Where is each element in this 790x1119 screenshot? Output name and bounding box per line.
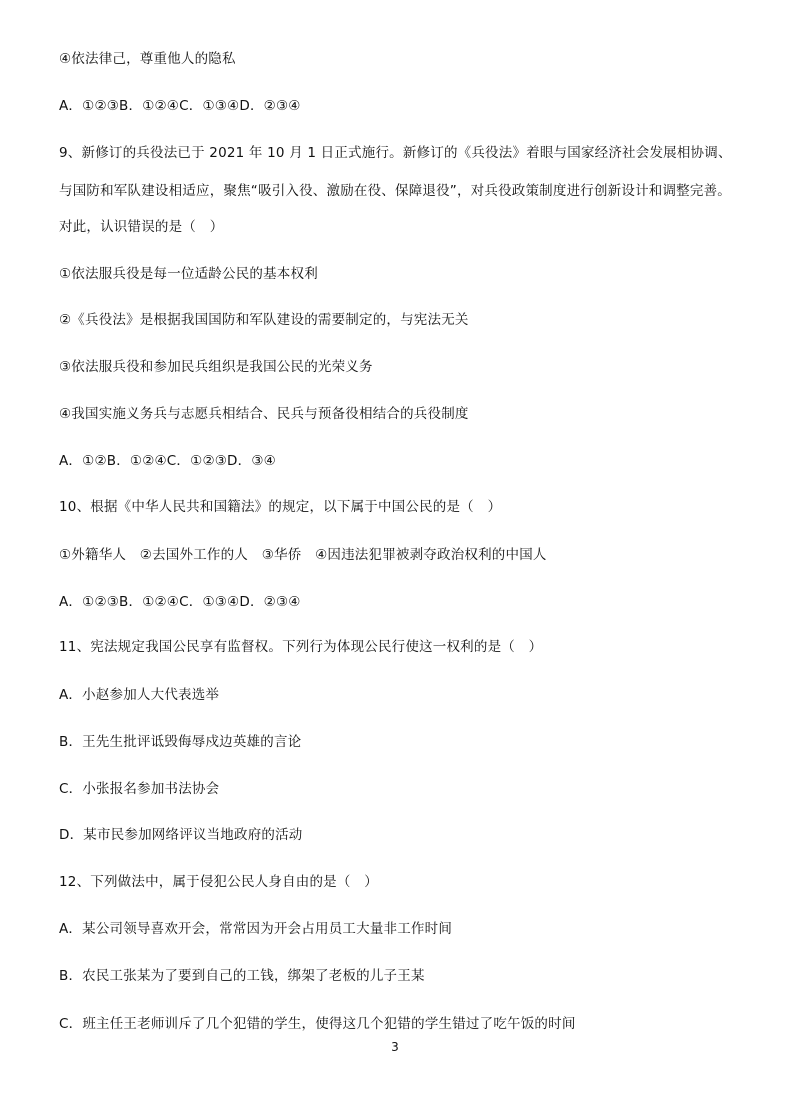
answer-options-line: A．①②③B．①②④C．①③④D．②③④	[59, 98, 301, 114]
option-a: A．某公司领导喜欢开会，常常因为开会占用员工大量非工作时间	[59, 921, 453, 937]
option-c: C．小张报名参加书法协会	[59, 781, 220, 797]
option-a: A．小赵参加人大代表选举	[59, 687, 220, 703]
option-c: C．班主任王老师训斥了几个犯错的学生，使得这几个犯错的学生错过了吃午饭的时间	[59, 1016, 576, 1032]
question-12-stem: 12、下列做法中，属于侵犯公民人身自由的是（ ）	[59, 874, 378, 890]
question-10-statements: ①外籍华人 ②去国外工作的人 ③华侨 ④因违法犯罪被剥夺政治权利的中国人	[59, 547, 547, 563]
answer-options-line: A．①②B．①②④C．①②③D．③④	[59, 453, 276, 469]
question-10-stem: 10、根据《中华人民共和国籍法》的规定，以下属于中国公民的是（ ）	[59, 499, 502, 515]
statement-3: ③依法服兵役和参加民兵组织是我国公民的光荣义务	[59, 359, 373, 375]
answer-options-line: A．①②③B．①②④C．①③④D．②③④	[59, 594, 301, 610]
option-d: D．某市民参加网络评议当地政府的活动	[59, 827, 303, 843]
question-9-stem-cont: 与国防和军队建设相适应，聚焦“吸引入役、激励在役、保障退役”，对兵役政策制度进行创新设计和调整完善。	[59, 183, 731, 199]
page-number: 3	[391, 1040, 399, 1054]
question-11-stem: 11、宪法规定我国公民享有监督权。下列行为体现公民行使这一权利的是（ ）	[59, 639, 543, 655]
statement-2: ②《兵役法》是根据我国国防和军队建设的需要制定的，与宪法无关	[59, 312, 469, 328]
option-b: B．农民工张某为了要到自己的工钱，绑架了老板的儿子王某	[59, 968, 425, 984]
question-9-stem: 9、新修订的兵役法已于 2021 年 10 月 1 日正式施行。新修订的《兵役法》着眼与国家经济社会发展相协调、	[59, 145, 732, 161]
statement-4: ④我国实施义务兵与志愿兵相结合、民兵与预备役相结合的兵役制度	[59, 406, 469, 422]
question-9-prompt: 对此，认识错误的是（ ）	[59, 219, 224, 235]
option-b: B．王先生批评诋毁侮辱戍边英雄的言论	[59, 734, 302, 750]
statement-1: ①依法服兵役是每一位适龄公民的基本权利	[59, 266, 318, 282]
text-line: ④依法律己，尊重他人的隐私	[59, 51, 236, 67]
